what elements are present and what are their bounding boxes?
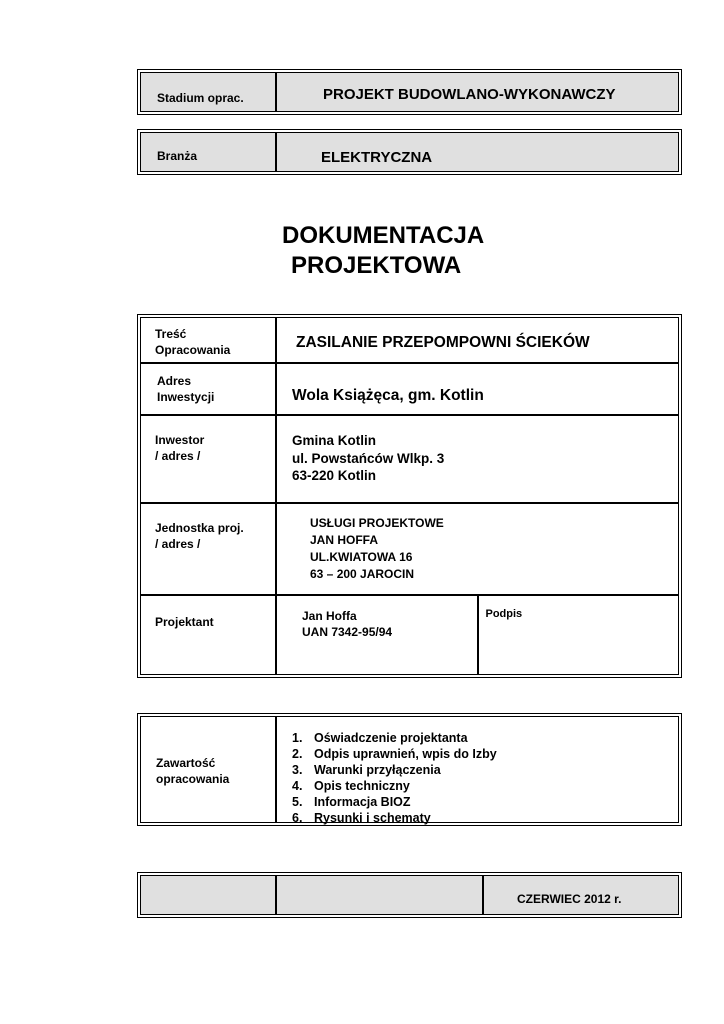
inwestor-line-1: Gmina Kotlin (292, 433, 376, 448)
contents-label-2: opracowania (156, 772, 230, 786)
adres-label-2: Inwestycji (157, 390, 215, 404)
projektant-name: Jan Hoffa (302, 609, 357, 623)
branza-value-cell (276, 132, 679, 172)
stadium-label-cell (140, 72, 276, 112)
list-item-text: Opis techniczny (314, 779, 410, 793)
list-item (292, 810, 497, 826)
inwestor-line-3: 63-220 Kotlin (292, 468, 377, 483)
jednostka-label-1: Jednostka proj. (155, 521, 244, 535)
list-item-number: 1. (292, 731, 303, 745)
info-frame (137, 314, 682, 678)
adres-label-1: Adres (157, 374, 192, 388)
branza-label-cell (140, 132, 276, 172)
stadium-value-cell (276, 72, 679, 112)
document-title (282, 221, 484, 281)
projektant-uan: UAN 7342-95/94 (302, 624, 393, 639)
inwestor-line-2: ul. Powstańców Wlkp. 3 (292, 450, 445, 466)
list-item (292, 746, 497, 762)
inwestor-label-cell (140, 415, 276, 503)
contents-table (140, 716, 679, 823)
list-item-number: 6. (292, 811, 303, 825)
podpis-label: Podpis (485, 608, 523, 620)
adres-value: Wola Książęca, gm. Kotlin (292, 387, 484, 404)
list-item (292, 778, 497, 794)
tresc-value: ZASILANIE PRZEPOMPOWNI ŚCIEKÓW (296, 334, 590, 351)
title-line-1: DOKUMENTACJA (282, 222, 485, 249)
adres-label-cell (140, 363, 276, 415)
list-item-number: 5. (292, 795, 303, 809)
list-item-text: Odpis uprawnień, wpis do Izby (314, 747, 497, 761)
list-item-number: 3. (292, 763, 303, 777)
tresc-label-1: Treść (155, 327, 187, 341)
info-table (140, 317, 679, 675)
contents-label-1: Zawartość (156, 756, 216, 770)
list-item-text: Warunki przyłączenia (314, 763, 441, 777)
stadium-table (140, 72, 679, 112)
contents-label-cell (140, 716, 276, 823)
list-item-number: 4. (292, 779, 303, 793)
branza-label: Branża (157, 149, 198, 163)
footer-table (140, 875, 679, 915)
projektant-label-cell (140, 595, 276, 675)
jednostka-line-1: USŁUGI PROJEKTOWE (310, 516, 444, 530)
list-item-text: Informacja BIOZ (314, 795, 411, 809)
list-item-text: Oświadczenie projektanta (314, 731, 468, 745)
inwestor-label-1: Inwestor (155, 433, 205, 447)
list-item (292, 794, 497, 810)
tresc-label-cell (140, 317, 276, 363)
stadium-value: PROJEKT BUDOWLANO-WYKONAWCZY (323, 86, 616, 103)
footer-cell-2 (276, 875, 483, 915)
footer-date: CZERWIEC 2012 r. (517, 892, 622, 906)
projektant-label: Projektant (155, 615, 214, 629)
jednostka-line-2: JAN HOFFA (310, 533, 379, 547)
podpis-cell (478, 595, 680, 675)
footer-frame (137, 872, 682, 918)
jednostka-value-cell (276, 503, 679, 595)
branza-table (140, 132, 679, 172)
contents-frame (137, 713, 682, 826)
stadium-label: Stadium oprac. (157, 91, 244, 105)
title-line-2: PROJEKTOWA (291, 252, 462, 279)
jednostka-label-2: / adres / (155, 537, 201, 551)
list-item (292, 730, 497, 746)
footer-cell-1 (140, 875, 276, 915)
jednostka-line-3: UL.KWIATOWA 16 (310, 550, 413, 564)
adres-value-cell (276, 363, 679, 415)
inwestor-label-2: / adres / (155, 449, 201, 463)
tresc-value-cell (276, 317, 679, 363)
list-item-number: 2. (292, 747, 303, 761)
list-item-text: Rysunki i schematy (314, 811, 431, 825)
stadium-frame (137, 69, 682, 115)
contents-list-cell (276, 716, 679, 823)
list-item (292, 762, 497, 778)
jednostka-label-cell (140, 503, 276, 595)
jednostka-line-4: 63 – 200 JAROCIN (310, 567, 415, 581)
inwestor-value-cell (276, 415, 679, 503)
contents-list (292, 730, 497, 826)
tresc-label-2: Opracowania (155, 343, 231, 357)
footer-date-cell (483, 875, 679, 915)
branza-frame (137, 129, 682, 175)
branza-value: ELEKTRYCZNA (321, 149, 433, 166)
projektant-value-cell (276, 595, 478, 675)
